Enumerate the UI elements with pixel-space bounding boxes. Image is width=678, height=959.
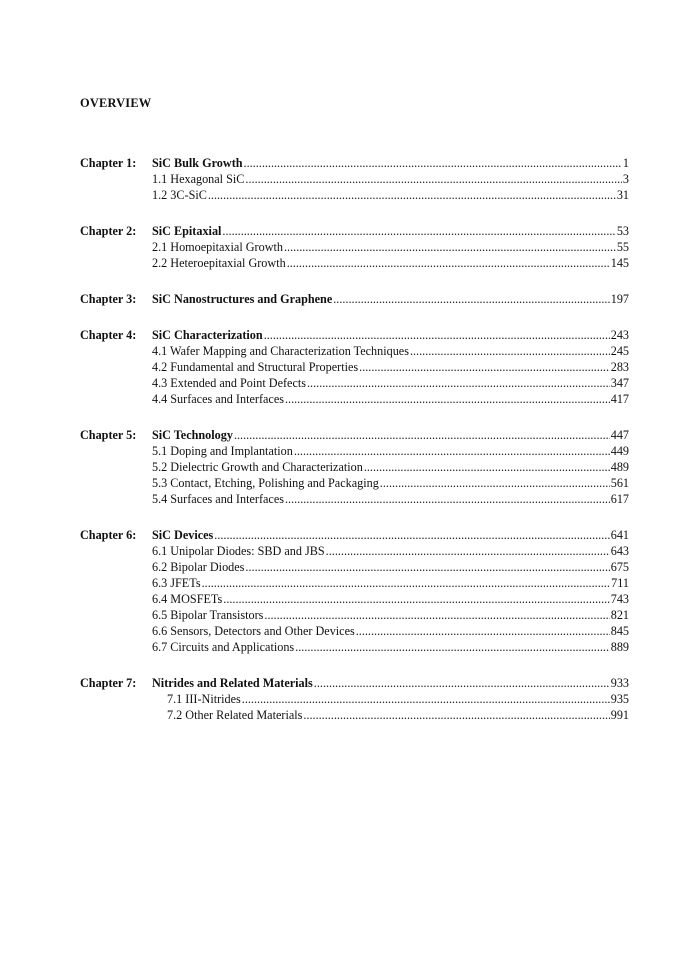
page-number: 53 [616,224,629,238]
dot-leader [359,359,610,375]
page-number: 3 [622,172,629,186]
section-row[interactable] [80,623,629,639]
chapter-row[interactable] [80,155,629,171]
dot-leader [264,607,609,623]
section-row[interactable] [80,491,629,507]
page-number: 245 [610,344,629,358]
section-row[interactable] [80,591,629,607]
section-row[interactable] [80,171,629,187]
chapter-title: SiC Technology [152,428,233,442]
dot-leader [264,327,610,343]
page-number: 991 [610,708,629,722]
chapter-block [80,223,629,271]
section-title: 7.1 III-Nitrides [167,692,241,706]
section-row[interactable] [80,391,629,407]
page-number: 561 [610,476,629,490]
page-number: 845 [610,624,629,638]
section-row[interactable] [80,543,629,559]
chapter-label: Chapter 6: [80,528,137,542]
dot-leader [326,543,610,559]
chapter-row[interactable] [80,675,629,691]
dot-leader [294,443,610,459]
section-row[interactable] [80,475,629,491]
dot-leader [245,171,621,187]
chapter-label: Chapter 1: [80,156,137,170]
section-title: 2.1 Homoepitaxial Growth [152,240,283,254]
chapter-block [80,427,629,507]
page-number: 243 [610,328,629,342]
dot-leader [234,427,610,443]
chapter-title: SiC Nanostructures and Graphene [152,292,333,306]
dot-leader [364,459,610,475]
chapter-title: Nitrides and Related Materials [152,676,313,690]
page-number: 489 [610,460,629,474]
section-row[interactable] [80,255,629,271]
page-number: 347 [610,376,629,390]
dot-leader [285,391,610,407]
chapter-row[interactable] [80,527,629,543]
chapter-title: SiC Epitaxial [152,224,222,238]
page-number: 145 [610,256,629,270]
page-number: 283 [610,360,629,374]
dot-leader [380,475,610,491]
section-row[interactable] [80,459,629,475]
dot-leader [314,675,610,691]
dot-leader [242,691,610,707]
section-row[interactable] [80,375,629,391]
section-title: 6.1 Unipolar Diodes: SBD and JBS [152,544,325,558]
page-number: 821 [610,608,629,622]
chapter-label: Chapter 2: [80,224,137,238]
chapter-label: Chapter 3: [80,292,137,306]
dot-leader [208,187,616,203]
page-number: 447 [610,428,629,442]
chapter-title: SiC Devices [152,528,214,542]
dot-leader [245,559,609,575]
section-row[interactable] [80,639,629,655]
dot-leader [356,623,610,639]
section-title: 4.4 Surfaces and Interfaces [152,392,284,406]
dot-leader [287,255,610,271]
section-row[interactable] [80,239,629,255]
chapter-row[interactable] [80,427,629,443]
section-title: 4.3 Extended and Point Defects [152,376,306,390]
section-title: 1.1 Hexagonal SiC [152,172,245,186]
dot-leader [223,591,609,607]
page-number: 417 [610,392,629,406]
page-number: 449 [610,444,629,458]
section-title: 5.3 Contact, Etching, Polishing and Packaging [152,476,379,490]
section-row[interactable] [80,343,629,359]
page-number: 643 [610,544,629,558]
dot-leader [333,291,609,307]
section-title: 6.7 Circuits and Applications [152,640,295,654]
page-number: 641 [610,528,629,542]
section-row[interactable] [80,691,629,707]
section-title: 6.3 JFETs [152,576,201,590]
page-number: 935 [610,692,629,706]
section-row[interactable] [80,443,629,459]
section-title: 5.1 Doping and Implantation [152,444,293,458]
section-title: 6.5 Bipolar Transistors [152,608,264,622]
page-number: 31 [616,188,629,202]
chapter-row[interactable] [80,327,629,343]
page-number: 889 [610,640,629,654]
dot-leader [285,491,610,507]
dot-leader [295,639,610,655]
dot-leader [410,343,610,359]
section-row[interactable] [80,187,629,203]
dot-leader [202,575,611,591]
page-number: 1 [622,156,629,170]
section-row[interactable] [80,607,629,623]
section-title: 5.2 Dielectric Growth and Characterization [152,460,363,474]
chapter-block [80,527,629,655]
dot-leader [307,375,610,391]
chapter-title: SiC Bulk Growth [152,156,243,170]
section-row[interactable] [80,575,629,591]
page-number: 197 [610,292,629,306]
page-number: 711 [611,576,629,590]
dot-leader [244,155,622,171]
section-title: 4.2 Fundamental and Structural Properties [152,360,359,374]
section-title: 2.2 Heteroepitaxial Growth [152,256,286,270]
page-number: 55 [616,240,629,254]
page-title: OVERVIEW [80,96,152,110]
page-number: 617 [610,492,629,506]
section-title: 6.6 Sensors, Detectors and Other Devices [152,624,355,638]
section-row[interactable] [80,707,629,723]
chapter-row[interactable] [80,223,629,239]
page-number: 675 [610,560,629,574]
chapter-title: SiC Characterization [152,328,263,342]
dot-leader [303,707,609,723]
chapter-block [80,291,629,307]
chapter-block [80,327,629,407]
chapter-block [80,675,629,723]
dot-leader [222,223,615,239]
dot-leader [284,239,616,255]
page-number: 743 [610,592,629,606]
chapter-row[interactable] [80,291,629,307]
section-row[interactable] [80,359,629,375]
chapter-block [80,155,629,203]
chapter-label: Chapter 4: [80,328,137,342]
table-of-contents [80,155,629,743]
section-row[interactable] [80,559,629,575]
section-title: 5.4 Surfaces and Interfaces [152,492,284,506]
chapter-label: Chapter 7: [80,676,137,690]
chapter-label: Chapter 5: [80,428,137,442]
section-title: 6.4 MOSFETs [152,592,223,606]
section-title: 1.2 3C-SiC [152,188,207,202]
page-number: 933 [610,676,629,690]
section-title: 6.2 Bipolar Diodes [152,560,245,574]
section-title: 4.1 Wafer Mapping and Characterization Techniques [152,344,409,358]
section-title: 7.2 Other Related Materials [167,708,303,722]
dot-leader [214,527,609,543]
